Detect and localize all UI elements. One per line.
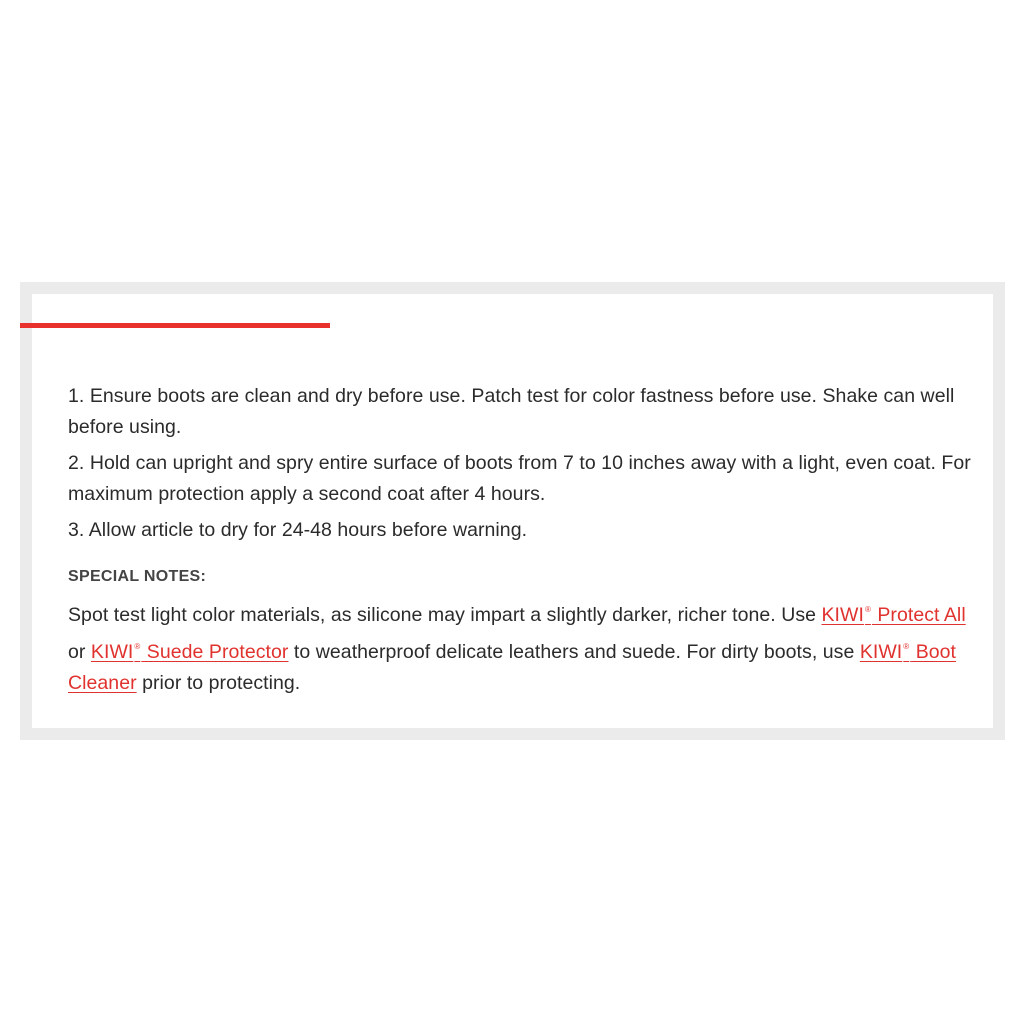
registered-mark: ® (864, 605, 871, 614)
special-notes-heading: SPECIAL NOTES: (68, 568, 207, 585)
step-2: 2. Hold can upright and spry entire surface of boots from 7 to 10 inches away with a light, even coat. For maximum protection apply a second coat after 4 hours. (68, 452, 971, 505)
link-3-brand: KIWI (859, 641, 903, 663)
registered-mark: ® (903, 642, 910, 651)
special-notes-text (68, 594, 973, 699)
registered-mark: ® (134, 642, 141, 651)
notes-text-4: prior to protecting. (136, 672, 301, 694)
link-kiwi-suede-protector[interactable] (91, 641, 289, 663)
link-2-name: Suede Protector (141, 641, 289, 663)
link-kiwi-protect-all[interactable] (821, 604, 965, 626)
accent-bar (20, 323, 330, 328)
instructions-content (68, 381, 973, 699)
link-2-brand: KIWI (90, 641, 134, 663)
link-1-brand: KIWI (821, 604, 864, 626)
link-1-name: Protect All (871, 604, 966, 626)
notes-text-2: or (68, 641, 91, 663)
step-3: 3. Allow article to dry for 24-48 hours before warning. (68, 519, 528, 541)
notes-text-1: Spot test light color materials, as silicone may impart a slightly darker, richer tone. Use (68, 604, 822, 626)
link-3-name: Boot Cleaner (68, 641, 957, 694)
step-1: 1. Ensure boots are clean and dry before use. Patch test for color fastness before use. Shake can well before using. (68, 385, 955, 438)
notes-text-3: to weatherproof delicate leathers and suede. For dirty boots, use (288, 641, 860, 663)
